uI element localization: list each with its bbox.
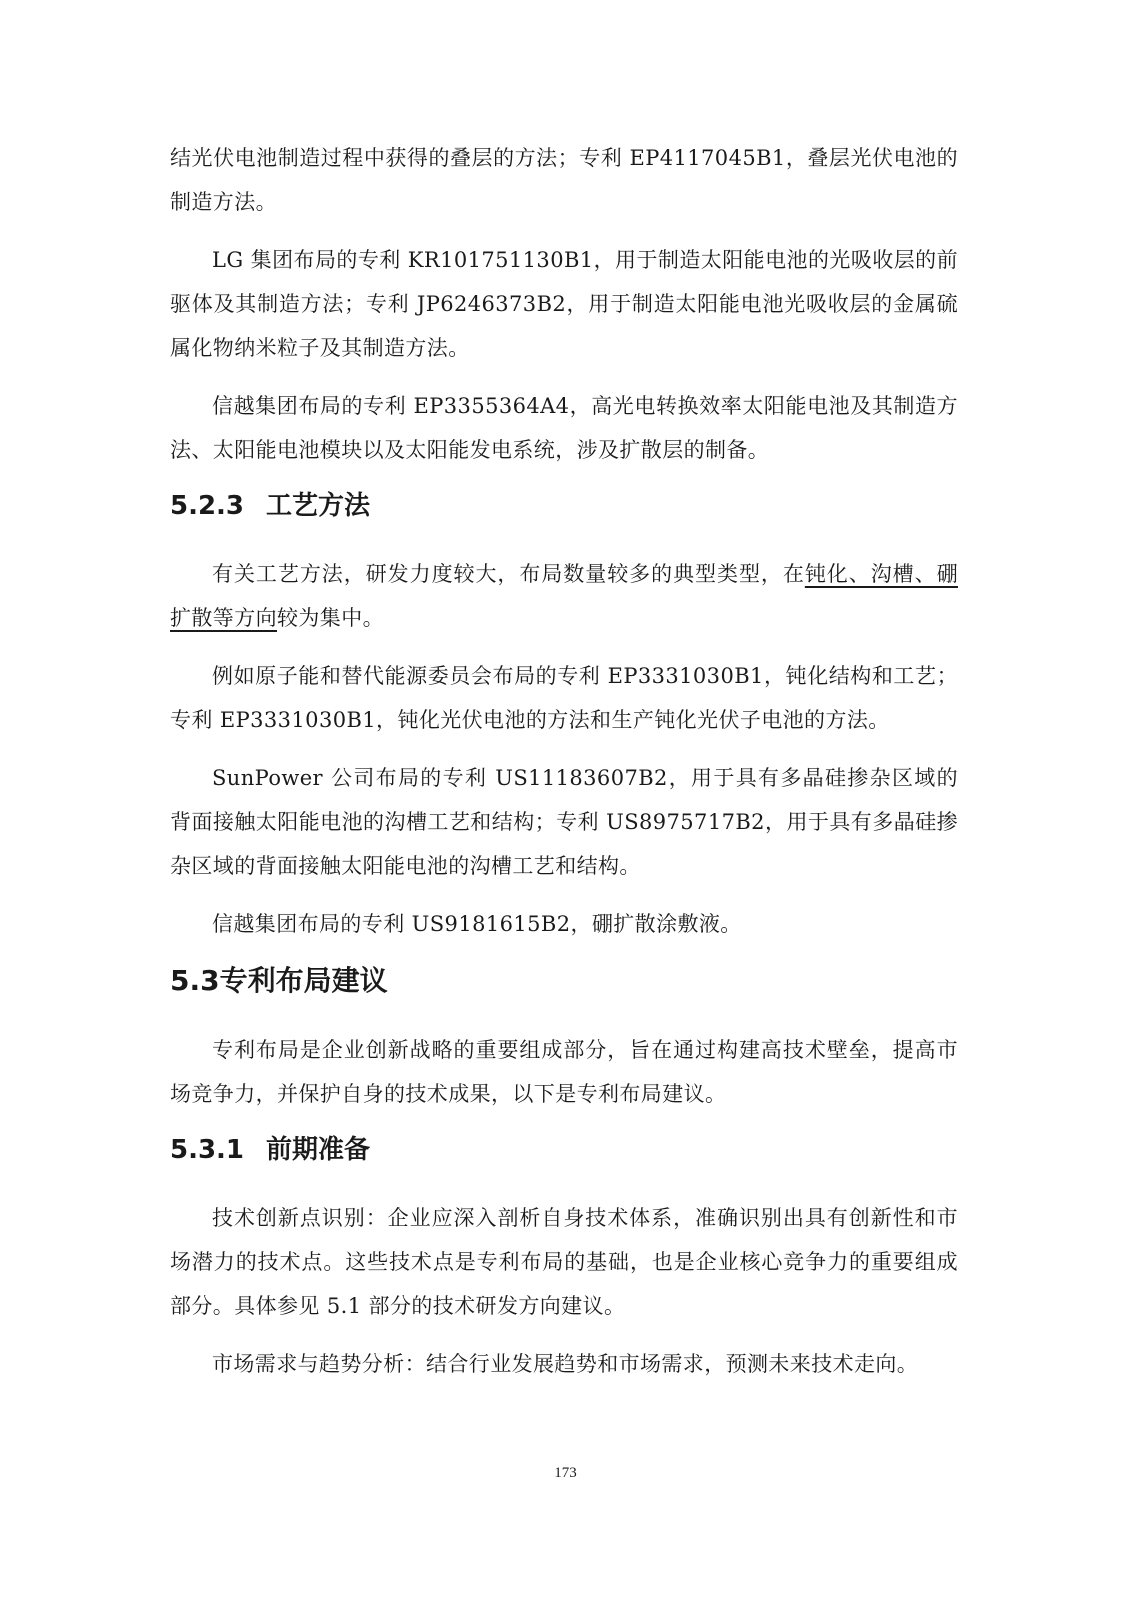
paragraph-shinetsu-boron: 信越集团布局的专利 US9181615B2，硼扩散涂敷液。 [212, 912, 742, 936]
paragraph-lg-patents: LG 集团布局的专利 KR101751130B1，用于制造太阳能电池的光吸收层的前驱体及其制造方法；专利 JP6246373B2，用于制造太阳能电池光吸收层的金属硫属化物纳米粒子及其制造方法。 [170, 248, 958, 360]
paragraph-market-analysis: 市场需求与趋势分析：结合行业发展趋势和市场需求，预测未来技术走向。 [212, 1352, 919, 1376]
page-content [170, 136, 958, 1400]
page-number: 173 [554, 1465, 577, 1481]
paragraph-layout-intro: 专利布局是企业创新战略的重要组成部分，旨在通过构建高技术壁垒，提高市场竞争力，并保护自身的技术成果，以下是专利布局建议。 [170, 1038, 958, 1106]
heading-number: 5.2.3 [170, 491, 245, 521]
heading-5-2-3 [170, 486, 958, 526]
process-underlined-directions: 钝化、沟槽、硼扩散等方向 [170, 562, 958, 630]
paragraph-shinetsu-diffusion: 信越集团布局的专利 EP3355364A4，高光电转换效率太阳能电池及其制造方法、太阳能电池模块以及太阳能发电系统，涉及扩散层的制备。 [170, 394, 958, 462]
paragraph-stack-method: 结光伏电池制造过程中获得的叠层的方法；专利 EP4117045B1，叠层光伏电池的制造方法。 [170, 146, 958, 214]
paragraph-process-overview [170, 552, 958, 640]
process-text-pre: 有关工艺方法，研发力度较大，布局数量较多的典型类型，在 [212, 562, 805, 586]
heading-title: 前期准备 [266, 1135, 371, 1165]
heading-number: 5.3.1 [170, 1135, 245, 1165]
heading-5-3: 5.3专利布局建议 [170, 964, 388, 997]
process-text-post: 较为集中。 [277, 606, 384, 630]
paragraph-cea-passivation: 例如原子能和替代能源委员会布局的专利 EP3331030B1，钝化结构和工艺；专利 EP3331030B1，钝化光伏电池的方法和生产钝化光伏子电池的方法。 [170, 664, 958, 732]
heading-5-3-1 [170, 1130, 958, 1170]
heading-title: 工艺方法 [266, 491, 371, 521]
paragraph-sunpower-trench: SunPower 公司布局的专利 US11183607B2，用于具有多晶硅掺杂区域的背面接触太阳能电池的沟槽工艺和结构；专利 US8975717B2，用于具有多晶硅掺杂区域的背面接触太阳能电池的沟槽工艺和结构。 [170, 766, 958, 878]
paragraph-innovation-identification: 技术创新点识别：企业应深入剖析自身技术体系，准确识别出具有创新性和市场潜力的技术点。这些技术点是专利布局的基础，也是企业核心竞争力的重要组成部分。具体参见 5.1 部分的技术研发方向建议。 [170, 1206, 958, 1318]
